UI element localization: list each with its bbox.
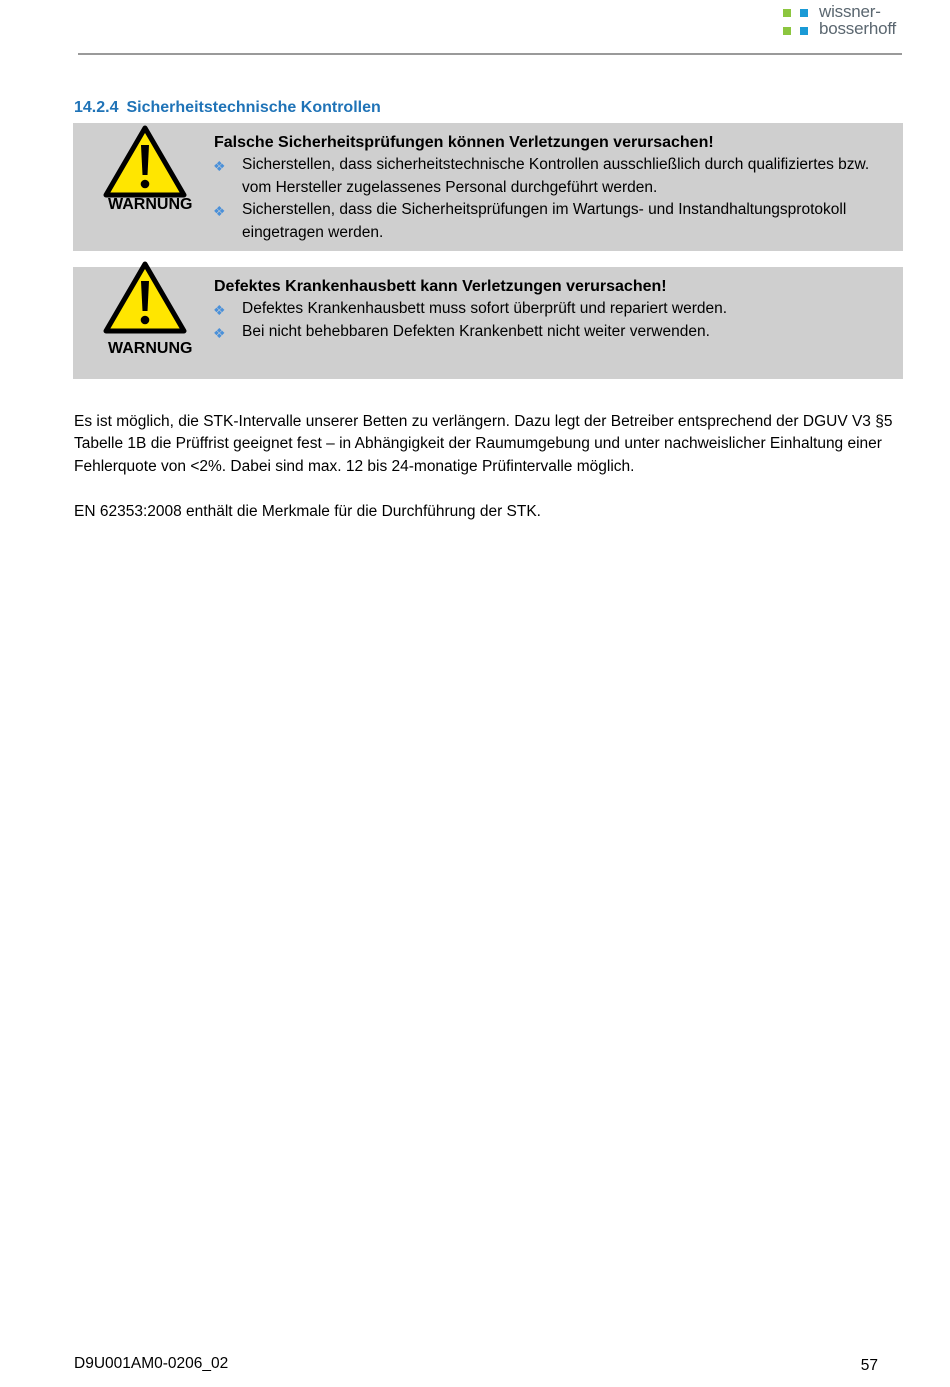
warning-item-text: Sicherstellen, dass sicherheitstechnische Kontrollen ausschließlich durch qualifiziertes bzw. vom Hersteller zugelassenes Personal durchgeführt werden.	[242, 156, 870, 196]
header-divider	[78, 53, 902, 55]
warning-triangle-icon	[103, 261, 187, 335]
bullet-diamond-icon: ❖	[213, 302, 226, 318]
warning-list-item	[214, 298, 894, 321]
bullet-diamond-icon: ❖	[213, 203, 226, 219]
section-title: Sicherheitstechnische Kontrollen	[126, 99, 381, 116]
warning-label: WARNUNG	[108, 196, 193, 213]
bullet-diamond-icon: ❖	[213, 324, 226, 341]
warning-box	[73, 267, 903, 379]
warning-content	[214, 276, 894, 343]
company-logo	[783, 2, 903, 42]
warning-list-item	[214, 154, 894, 199]
warning-item-text: Defektes Krankenhausbett muss sofort überprüft und repariert werden.	[242, 300, 728, 317]
section-heading	[74, 99, 381, 117]
warning-item-text: Bei nicht behebbaren Defekten Krankenbett nicht weiter verwenden.	[242, 322, 710, 340]
logo-square-blue-bottom	[800, 27, 808, 35]
logo-square-green-bottom	[783, 27, 791, 35]
logo-text-line1: wissner-	[819, 2, 881, 21]
bullet-diamond-icon: ❖	[213, 158, 226, 174]
section-number: 14.2.4	[74, 99, 119, 116]
logo-square-blue-top	[800, 9, 808, 17]
document-id: D9U001AM0-0206_02	[74, 1355, 229, 1372]
page-number: 57	[860, 1357, 878, 1374]
body-paragraph: EN 62353:2008 enthält die Merkmale für die Durchführung der STK.	[74, 503, 541, 520]
warning-heading: Defektes Krankenhausbett kann Verletzungen verursachen!	[214, 278, 667, 295]
warning-list	[214, 154, 894, 244]
warning-item-text: Sicherstellen, dass die Sicherheitsprüfungen im Wartungs- und Instandhaltungsprotokoll eingetragen werden.	[242, 201, 847, 241]
warning-triangle-icon	[103, 125, 187, 199]
logo-square-green-top	[783, 9, 791, 17]
warning-box	[73, 123, 903, 251]
logo-text-line2: bosserhoff	[819, 19, 897, 38]
warning-content	[214, 132, 894, 244]
warning-list-item	[214, 321, 894, 344]
warning-list	[214, 298, 894, 343]
body-paragraph: Es ist möglich, die STK-Intervalle unserer Betten zu verlängern. Dazu legt der Betreiber entsprechend der DGUV V3 §5 Tabelle 1B die Prüffrist geeignet fest – in Abhängigkeit der Raumumgebung und unter nachweislicher Einhaltung einer Fehlerquote von <2%. Dabei sind max. 12 bis 24-monatige Prüfintervalle möglich.	[74, 413, 893, 475]
warning-label: WARNUNG	[108, 340, 193, 357]
warning-list-item	[214, 199, 894, 244]
warning-heading: Falsche Sicherheitsprüfungen können Verletzungen verursachen!	[214, 134, 714, 151]
